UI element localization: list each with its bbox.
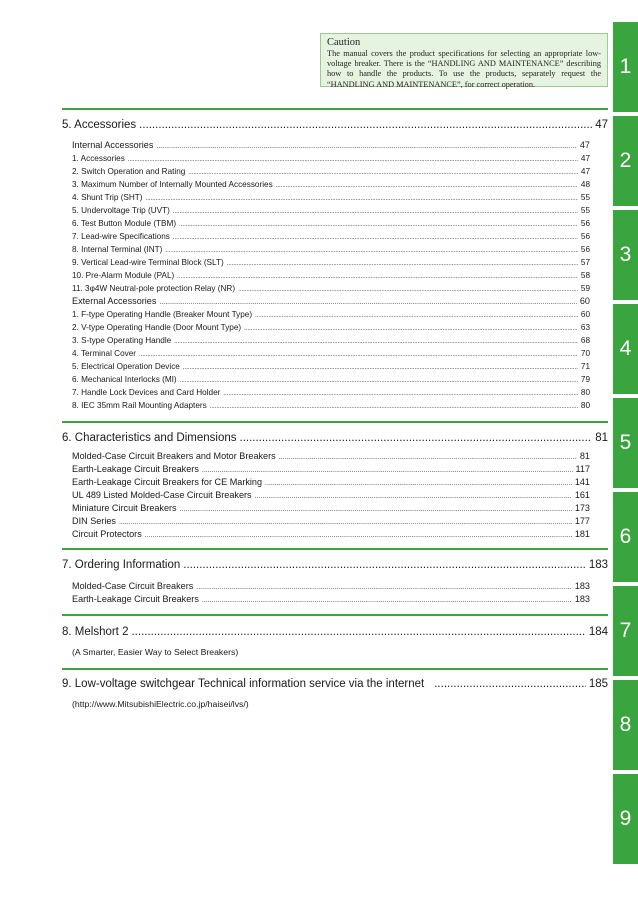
toc-page-number: 117 xyxy=(575,464,590,474)
toc-page-number: 68 xyxy=(580,336,590,345)
chapter-tab-label: 9 xyxy=(619,807,632,830)
section-divider xyxy=(62,421,608,423)
caution-title: Caution xyxy=(327,37,361,48)
toc-page-number: 183 xyxy=(588,559,608,571)
toc-entry-label: 4. Shunt Trip (SHT) xyxy=(72,193,143,202)
toc-leader xyxy=(210,401,578,410)
chapter-tab-label: 7 xyxy=(619,619,632,642)
toc-entry-label: Molded-Case Circuit Breakers and Motor Breakers xyxy=(72,451,276,461)
toc-section-7[interactable] xyxy=(62,559,608,571)
toc-leader xyxy=(173,232,578,241)
toc-section-title: 6. Characteristics and Dimensions xyxy=(62,432,237,444)
toc-entry-label: 8. IEC 35mm Rail Mounting Adapters xyxy=(72,401,207,410)
toc-entry-label: 3. Maximum Number of Internally Mounted Accessories xyxy=(72,180,273,189)
chapter-tab-label: 4 xyxy=(619,337,632,360)
toc-entry[interactable] xyxy=(72,310,590,319)
toc-leader xyxy=(279,451,577,461)
toc-section-6[interactable] xyxy=(62,432,608,444)
chapter-tab-label: 1 xyxy=(619,55,632,78)
toc-page-number: 80 xyxy=(580,388,590,397)
toc-section-subtitle[interactable]: (http://www.MitsubishiElectric.co.jp/haisei/lvs/) xyxy=(72,699,249,709)
toc-entry[interactable] xyxy=(72,167,590,176)
toc-entry[interactable] xyxy=(72,401,590,410)
toc-entry-label: 11. 3φ4W Neutral-pole protection Relay (NR) xyxy=(72,284,236,293)
toc-entry[interactable] xyxy=(72,503,590,513)
toc-leader xyxy=(156,140,576,150)
toc-entry[interactable] xyxy=(72,271,590,280)
chapter-tab-5[interactable] xyxy=(613,398,638,488)
toc-entry[interactable] xyxy=(72,451,590,461)
toc-entry[interactable] xyxy=(72,245,590,254)
toc-page-number: 56 xyxy=(580,219,590,228)
toc-page-number: 185 xyxy=(588,678,608,690)
chapter-tab-label: 5 xyxy=(619,431,632,454)
chapter-tab-6[interactable] xyxy=(613,492,638,582)
toc-entry[interactable] xyxy=(72,258,590,267)
toc-entry-label: 6. Mechanical Interlocks (MI) xyxy=(72,375,177,384)
toc-entry[interactable] xyxy=(72,516,590,526)
toc-leader xyxy=(177,271,578,280)
toc-entry[interactable] xyxy=(72,581,590,591)
chapter-tab-3[interactable] xyxy=(613,210,638,300)
toc-entry[interactable] xyxy=(72,490,590,500)
toc-entry[interactable] xyxy=(72,154,590,163)
toc-page-number: 59 xyxy=(580,284,590,293)
toc-leader xyxy=(255,490,572,500)
chapter-tab-8[interactable] xyxy=(613,680,638,770)
toc-leader xyxy=(434,678,586,690)
toc-entry-label: External Accessories xyxy=(72,296,157,306)
toc-leader xyxy=(202,464,573,474)
chapter-tab-4[interactable] xyxy=(613,304,638,394)
toc-entry-label: Internal Accessories xyxy=(72,140,154,150)
chapter-tab-7[interactable] xyxy=(613,586,638,676)
toc-entry[interactable] xyxy=(72,529,590,539)
toc-page-number: 63 xyxy=(580,323,590,332)
toc-leader xyxy=(276,180,578,189)
toc-section-8[interactable] xyxy=(62,626,608,638)
toc-leader xyxy=(180,375,578,384)
toc-leader xyxy=(128,154,578,163)
toc-leader xyxy=(159,296,576,306)
toc-leader xyxy=(139,349,578,358)
toc-section-title: 5. Accessories xyxy=(62,119,137,131)
chapter-tab-label: 3 xyxy=(619,243,632,266)
toc-leader xyxy=(179,219,578,228)
chapter-tab-label: 6 xyxy=(619,525,632,548)
section-divider xyxy=(62,668,608,670)
toc-section-5[interactable] xyxy=(62,119,608,131)
toc-leader xyxy=(227,258,578,267)
caution-box xyxy=(320,33,608,87)
toc-entry[interactable] xyxy=(72,477,590,487)
toc-leader xyxy=(180,503,572,513)
toc-page-number: 55 xyxy=(580,206,590,215)
toc-entry[interactable] xyxy=(72,362,590,371)
chapter-tab-label: 8 xyxy=(619,713,632,736)
toc-entry[interactable] xyxy=(72,284,590,293)
toc-entry[interactable] xyxy=(72,375,590,384)
toc-entry-label: 10. Pre-Alarm Module (PAL) xyxy=(72,271,175,280)
toc-leader xyxy=(173,206,578,215)
toc-page-number: 71 xyxy=(580,362,590,371)
toc-page-number: 47 xyxy=(580,167,590,176)
toc-leader xyxy=(145,529,572,539)
toc-entry-label: 9. Vertical Lead-wire Terminal Block (SLT) xyxy=(72,258,224,267)
toc-entry-label: 2. Switch Operation and Rating xyxy=(72,167,186,176)
toc-page-number: 79 xyxy=(580,375,590,384)
toc-leader xyxy=(139,119,592,131)
toc-leader xyxy=(202,594,572,604)
toc-page-number: 70 xyxy=(580,349,590,358)
toc-page-number: 48 xyxy=(580,180,590,189)
toc-entry[interactable] xyxy=(72,336,590,345)
toc-page-number: 81 xyxy=(579,451,590,461)
toc-page-number: 56 xyxy=(580,232,590,241)
toc-leader xyxy=(240,432,593,444)
toc-subsection-internal-accessories[interactable] xyxy=(72,140,590,150)
toc-page-number: 60 xyxy=(579,296,590,306)
toc-entry-label: Miniature Circuit Breakers xyxy=(72,503,177,513)
toc-entry[interactable] xyxy=(72,232,590,241)
toc-entry[interactable] xyxy=(72,193,590,202)
toc-page-number: 47 xyxy=(580,154,590,163)
toc-subsection-external-accessories[interactable] xyxy=(72,296,590,306)
toc-entry[interactable] xyxy=(72,206,590,215)
toc-entry-label: DIN Series xyxy=(72,516,116,526)
chapter-tab-9[interactable] xyxy=(613,774,638,864)
toc-entry-label: Molded-Case Circuit Breakers xyxy=(72,581,194,591)
toc-page-number: 141 xyxy=(574,477,590,487)
toc-entry[interactable] xyxy=(72,388,590,397)
toc-page-number: 184 xyxy=(588,626,608,638)
toc-page-number: 47 xyxy=(595,119,608,131)
toc-leader xyxy=(238,284,578,293)
toc-leader xyxy=(119,516,572,526)
toc-leader xyxy=(265,477,572,487)
chapter-tab-label: 2 xyxy=(619,149,632,172)
toc-page-number: 60 xyxy=(580,310,590,319)
toc-entry-label: 8. Internal Terminal (INT) xyxy=(72,245,163,254)
toc-entry[interactable] xyxy=(72,180,590,189)
toc-entry-label: 5. Undervoltage Trip (UVT) xyxy=(72,206,170,215)
toc-leader xyxy=(196,581,572,591)
toc-entry-label: 1. Accessories xyxy=(72,154,125,163)
toc-page-number: 173 xyxy=(574,503,590,513)
toc-section-9[interactable] xyxy=(62,678,608,690)
toc-leader xyxy=(183,559,586,571)
toc-leader xyxy=(131,626,585,638)
toc-entry[interactable] xyxy=(72,219,590,228)
toc-section-title: 9. Low-voltage switchgear Technical information service via the internet xyxy=(62,678,425,690)
section-divider xyxy=(62,108,608,110)
toc-page-number: 161 xyxy=(574,490,590,500)
toc-entry-label: Earth-Leakage Circuit Breakers for CE Marking xyxy=(72,477,263,487)
toc-entry-label: 5. Electrical Operation Device xyxy=(72,362,180,371)
toc-page-number: 58 xyxy=(580,271,590,280)
toc-page-number: 47 xyxy=(579,140,590,150)
caution-text: The manual covers the product specifications for selecting an appropriate low-voltage breaker. There is the “HANDLING AND MAINTENANCE” describing how to handle the products. To use the products, separately request the “HANDLING AND MAINTENANCE”, for correct operation. xyxy=(327,49,601,89)
toc-page-number: 183 xyxy=(574,581,590,591)
toc-entry-label: UL 489 Listed Molded-Case Circuit Breakers xyxy=(72,490,252,500)
toc-page-number: 183 xyxy=(574,594,590,604)
toc-entry-label: 7. Handle Lock Devices and Card Holder xyxy=(72,388,221,397)
chapter-tab-2[interactable] xyxy=(613,116,638,206)
toc-page-number: 81 xyxy=(595,432,608,444)
toc-section-title: 8. Melshort 2 xyxy=(62,626,129,638)
toc-page-number: 181 xyxy=(574,529,590,539)
toc-entry-label: 7. Lead-wire Specifications xyxy=(72,232,170,241)
toc-entry[interactable] xyxy=(72,464,590,474)
toc-entry-label: 4. Terminal Cover xyxy=(72,349,137,358)
toc-section-subtitle: (A Smarter, Easier Way to Select Breakers) xyxy=(72,647,239,657)
toc-entry[interactable] xyxy=(72,594,590,604)
toc-leader xyxy=(188,167,578,176)
toc-entry-label: 3. S-type Operating Handle xyxy=(72,336,172,345)
toc-page-number: 56 xyxy=(580,245,590,254)
toc-leader xyxy=(223,388,578,397)
toc-section-title: 7. Ordering Information xyxy=(62,559,181,571)
toc-entry[interactable] xyxy=(72,349,590,358)
section-divider xyxy=(62,614,608,616)
toc-leader xyxy=(183,362,578,371)
toc-leader xyxy=(174,336,578,345)
toc-leader xyxy=(165,245,577,254)
toc-entry-label: 1. F-type Operating Handle (Breaker Mount Type) xyxy=(72,310,253,319)
toc-page-number: 55 xyxy=(580,193,590,202)
toc-entry-label: Earth-Leakage Circuit Breakers xyxy=(72,594,199,604)
chapter-tab-1[interactable] xyxy=(613,22,638,112)
toc-entry-label: Earth-Leakage Circuit Breakers xyxy=(72,464,199,474)
toc-entry-label: Circuit Protectors xyxy=(72,529,142,539)
toc-page-number: 57 xyxy=(580,258,590,267)
toc-leader xyxy=(146,193,578,202)
toc-page-number: 177 xyxy=(574,516,590,526)
toc-leader xyxy=(255,310,578,319)
toc-page-number: 80 xyxy=(580,401,590,410)
toc-leader xyxy=(244,323,578,332)
toc-entry-label: 2. V-type Operating Handle (Door Mount Type) xyxy=(72,323,242,332)
toc-entry[interactable] xyxy=(72,323,590,332)
section-divider xyxy=(62,548,608,550)
toc-entry-label: 6. Test Button Module (TBM) xyxy=(72,219,177,228)
